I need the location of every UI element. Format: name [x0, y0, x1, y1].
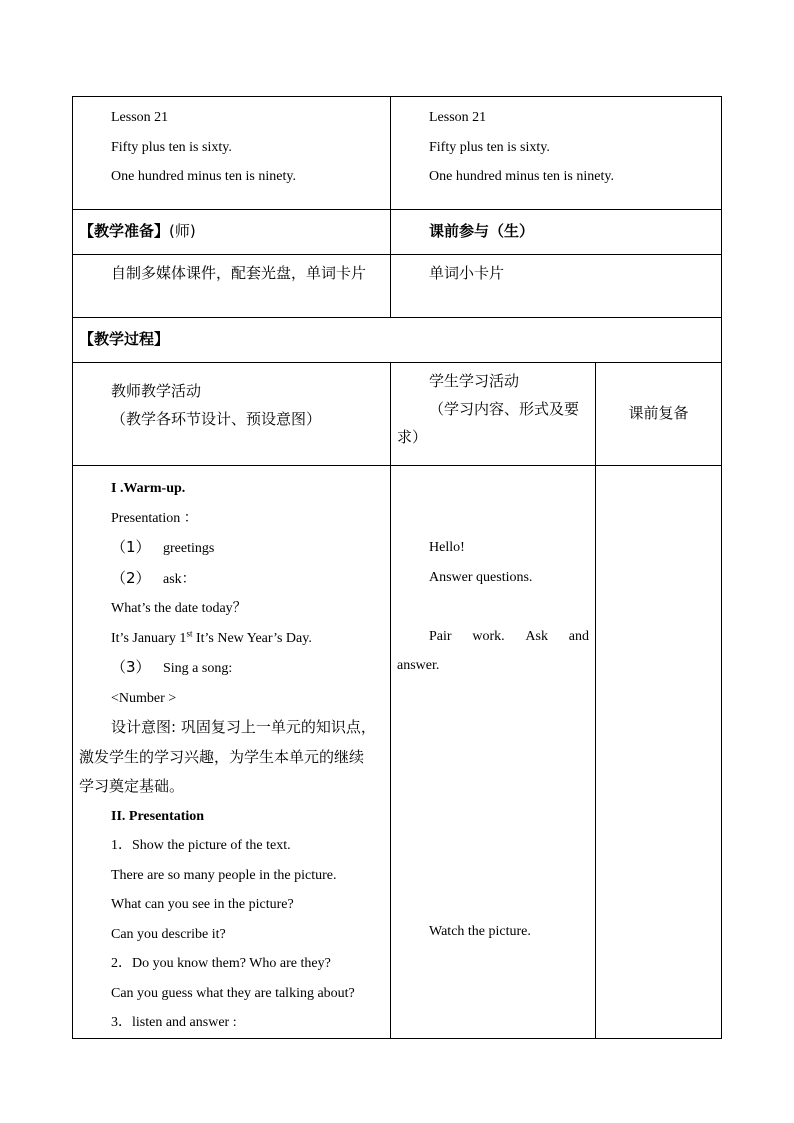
review-content-cell	[596, 466, 722, 1039]
teacher-activity-heading	[73, 363, 391, 466]
lesson-sentence-2-right: One hundred minus ten is ninety.	[429, 169, 614, 184]
student-pair-work	[429, 622, 589, 652]
student-activity-title: 学生学习活动	[429, 372, 520, 390]
item-1-number: （1）	[111, 538, 151, 556]
teacher-prep-items: 自制多媒体课件，配套光盘，单词卡片	[111, 264, 367, 282]
student-hello: Hello!	[429, 540, 465, 555]
teacher-content-cell	[73, 466, 391, 1039]
item-1-text: greetings	[163, 541, 215, 556]
student-answer-word: answer.	[397, 658, 440, 673]
lesson-title-right: Lesson 21	[429, 110, 487, 125]
lesson-cell-right	[391, 97, 722, 210]
lesson-sentence-1-left: Fifty plus ten is sixty.	[111, 139, 232, 155]
process-columns-row	[73, 363, 722, 466]
date-answer-b: It’s New Year’s Day.	[192, 630, 312, 646]
date-question: What’s the date today？	[111, 601, 247, 616]
pair-word-1: Pair	[429, 628, 452, 644]
student-answer-questions: Answer questions.	[429, 569, 533, 585]
item-3-text: Sing a song:	[163, 661, 233, 676]
presentation-step-1-detail-a: There are so many people in the picture.	[111, 867, 337, 883]
student-activity-heading	[391, 363, 596, 466]
review-heading-cell	[596, 363, 722, 466]
lesson-title-left: Lesson 21	[111, 110, 169, 125]
process-title: 【教学过程】	[79, 330, 170, 348]
presentation-step-1-detail-b: What can you see in the picture?	[111, 897, 294, 912]
design-intent-line-3: 学习奠定基础。	[79, 777, 185, 795]
teacher-prep-items-cell	[73, 255, 391, 318]
prep-items-row	[73, 255, 722, 318]
student-prep-label: 课前参与（生）	[429, 222, 535, 240]
design-intent-line-2: 激发学生的学习兴趣，为学生本单元的继续	[79, 747, 365, 766]
review-heading: 课前复备	[628, 403, 689, 422]
item-3-number: （3）	[111, 658, 151, 676]
presentation-section-title: II. Presentation	[111, 808, 205, 824]
student-content-cell	[391, 466, 596, 1039]
lesson-sentence-1-right: Fifty plus ten is sixty.	[429, 139, 550, 155]
presentation-label: Presentation ：	[111, 510, 198, 526]
process-title-row	[73, 318, 722, 363]
process-content-row	[73, 466, 722, 1039]
prep-header-row	[73, 210, 722, 255]
date-answer-sup: st	[186, 627, 193, 638]
presentation-step-3: 3．listen and answer :	[111, 1015, 237, 1030]
presentation-step-2-detail: Can you guess what they are talking about?	[111, 985, 355, 1001]
teacher-prep-label: 【教学准备】	[79, 222, 170, 240]
pair-word-2: work.	[472, 628, 505, 644]
student-prep-heading	[391, 210, 722, 255]
design-intent-line-1: 设计意图: 巩固复习上一单元的知识点，	[111, 718, 376, 736]
presentation-step-2: 2．Do you know them? Who are they?	[111, 956, 331, 971]
date-answer-a: It’s January 1	[111, 630, 187, 646]
warmup-title: I .Warm-up.	[111, 481, 186, 496]
student-activity-subtitle-cont: 求）	[397, 428, 428, 446]
student-prep-items: 单词小卡片	[429, 264, 505, 282]
lesson-plan-table	[72, 96, 722, 1039]
pair-word-3: Ask	[525, 628, 548, 644]
presentation-step-1-detail-c: Can you describe it?	[111, 926, 226, 942]
teacher-prep-heading	[73, 210, 391, 255]
item-2-number: （2）	[111, 568, 151, 587]
process-title-cell	[73, 318, 722, 363]
teacher-activity-title: 教师教学活动	[111, 382, 202, 400]
student-activity-subtitle: （学习内容、形式及要	[429, 400, 580, 418]
presentation-step-1: 1．Show the picture of the text.	[111, 838, 291, 853]
lesson-sentence-2-left: One hundred minus ten is ninety.	[111, 169, 296, 184]
item-2-text: ask：	[163, 571, 196, 587]
student-prep-items-cell	[391, 255, 722, 318]
lesson-cell-left	[73, 97, 391, 210]
pair-word-4: and	[568, 628, 589, 644]
teacher-prep-suffix: (师)	[169, 222, 196, 240]
student-watch-picture: Watch the picture.	[429, 923, 531, 939]
teacher-activity-subtitle: （教学各环节设计、预设意图）	[111, 410, 322, 428]
lesson-row	[73, 97, 722, 210]
number-song-tag: <Number >	[111, 690, 177, 706]
